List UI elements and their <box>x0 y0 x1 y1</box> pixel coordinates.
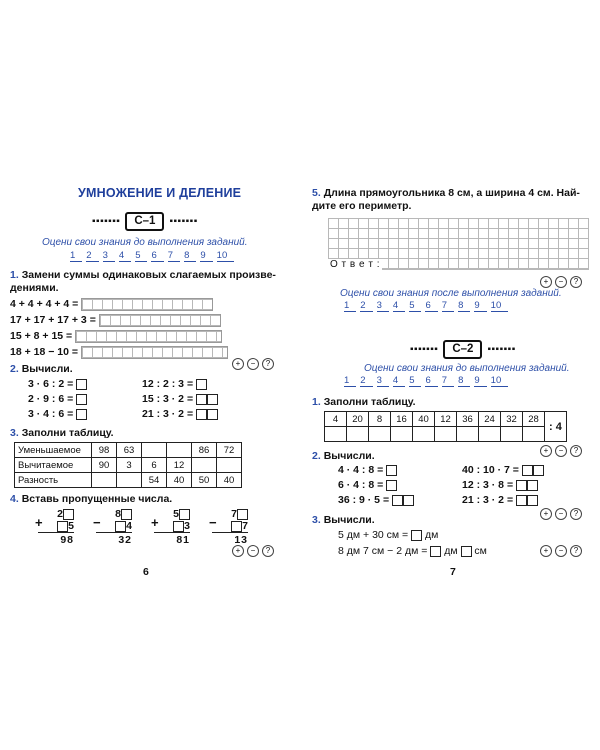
answer-cell[interactable] <box>523 427 545 442</box>
scale-mark[interactable]: 6 <box>425 375 437 387</box>
answer-box[interactable] <box>392 495 403 506</box>
operator: + <box>151 515 159 530</box>
expression-row <box>338 545 487 561</box>
plus-icon[interactable]: + <box>232 545 244 557</box>
row-label: Уменьшаемое <box>15 443 92 458</box>
table-cell[interactable] <box>192 458 217 473</box>
answer-cell[interactable] <box>435 427 457 442</box>
minus-icon[interactable]: − <box>555 276 567 288</box>
scale-mark[interactable]: 1 <box>344 375 356 387</box>
task5-number: 5. <box>312 187 321 199</box>
task1-heading <box>312 396 416 409</box>
answer-cell[interactable] <box>325 427 347 442</box>
operand-digit: 5 <box>68 520 74 532</box>
task3-heading <box>10 427 114 440</box>
table-cell[interactable] <box>92 473 117 488</box>
table-cell: 12 <box>435 412 457 427</box>
operand-digit: 7 <box>231 508 237 520</box>
table-cell: 72 <box>217 443 242 458</box>
expression-row <box>142 393 218 408</box>
scale-mark[interactable]: 2 <box>86 250 98 262</box>
stage-header <box>410 340 516 359</box>
scale-mark[interactable]: 3 <box>377 300 389 312</box>
stage-label: С–2 <box>443 340 482 359</box>
operand-row <box>96 520 132 533</box>
expression-row <box>338 529 487 545</box>
unit-label: дм <box>444 545 458 557</box>
answer-cell[interactable] <box>347 427 369 442</box>
task1-evaluation <box>540 445 582 457</box>
table-row <box>15 443 242 458</box>
answer-box[interactable] <box>57 521 68 532</box>
task3-text: Вычисли. <box>323 514 375 526</box>
answer-cell[interactable] <box>391 427 413 442</box>
answer-box[interactable] <box>196 409 207 420</box>
table-cell: 16 <box>391 412 413 427</box>
table-cell: 6 <box>142 458 167 473</box>
answer-box[interactable] <box>516 495 527 506</box>
division-table <box>324 411 567 442</box>
scale-mark[interactable]: 9 <box>200 250 212 262</box>
expression-text: 21 : 3 · 2 = <box>142 408 194 420</box>
answer-box[interactable] <box>461 546 472 557</box>
task5-text-line2: дите его периметр. <box>312 200 412 212</box>
table-row <box>325 412 567 427</box>
answer-field[interactable] <box>81 298 213 311</box>
operand-row <box>212 520 248 533</box>
scale-mark[interactable]: 4 <box>393 375 405 387</box>
minus-icon[interactable]: − <box>555 508 567 520</box>
right-page <box>302 0 600 750</box>
table-cell: 3 <box>117 458 142 473</box>
table-cell: 24 <box>479 412 501 427</box>
answer-box[interactable] <box>527 495 538 506</box>
operand-row <box>212 508 248 520</box>
task1-expressions <box>10 296 228 360</box>
column-problem <box>209 508 248 546</box>
divisor-label: : 4 <box>545 412 567 442</box>
expression-text: 12 : 2 : 3 = <box>142 378 194 390</box>
expression-row <box>462 494 544 509</box>
task3-lines <box>338 529 487 561</box>
table-cell: 28 <box>523 412 545 427</box>
answer-box[interactable] <box>121 509 132 520</box>
expression-row <box>338 479 414 494</box>
expression-text: 15 : 3 · 2 = <box>142 393 194 405</box>
table-row <box>325 427 567 442</box>
expression-text: 6 · 4 : 8 = <box>338 479 384 491</box>
scale-mark[interactable]: 1 <box>344 300 356 312</box>
scale-mark[interactable]: 6 <box>425 300 437 312</box>
expression-row <box>338 464 414 479</box>
answer-box[interactable] <box>522 465 533 476</box>
expression-text: 3 · 6 : 2 = <box>28 378 74 390</box>
section-title: УМНОЖЕНИЕ И ДЕЛЕНИЕ <box>78 186 242 200</box>
answer-label: О т в е т : <box>330 259 380 270</box>
answer-box[interactable] <box>527 480 538 491</box>
task1-heading <box>10 269 295 295</box>
table-cell: 8 <box>369 412 391 427</box>
answer-box[interactable] <box>386 480 397 491</box>
task1-number: 1. <box>312 396 321 408</box>
scale-mark[interactable]: 8 <box>458 300 470 312</box>
result: 81 <box>176 534 190 546</box>
scale-mark[interactable]: 10 <box>217 250 235 262</box>
expression-text: 5 дм + 30 см = <box>338 529 409 541</box>
task3-evaluation <box>540 545 582 557</box>
task2-col2 <box>462 464 544 509</box>
answer-box[interactable] <box>115 521 126 532</box>
table-row <box>15 458 242 473</box>
task3-text: Заполни таблицу. <box>21 427 114 439</box>
expression-text: 36 : 9 · 5 = <box>338 494 390 506</box>
task2-text: Вычисли. <box>323 450 375 462</box>
answer-box[interactable] <box>76 394 87 405</box>
assess-before-text: Оцени свои знания до выполнения заданий. <box>364 363 570 374</box>
answer-box[interactable] <box>237 509 248 520</box>
expression-text: 2 · 9 : 6 = <box>28 393 74 405</box>
answer-box[interactable] <box>179 509 190 520</box>
expression-text: 17 + 17 + 17 + 3 = <box>10 314 96 326</box>
operand-row <box>38 508 74 520</box>
table-cell: 40 <box>167 473 192 488</box>
expression-row <box>462 479 544 494</box>
unit-label: см <box>474 545 487 557</box>
row-label: Разность <box>15 473 92 488</box>
column-problem <box>35 508 74 546</box>
operand-digit: 4 <box>126 520 132 532</box>
table-cell: 50 <box>192 473 217 488</box>
task1-text-line1: Замени суммы одинаковых слагаемых произве- <box>21 269 276 281</box>
table-cell[interactable] <box>117 473 142 488</box>
table-cell: 32 <box>501 412 523 427</box>
expression-row <box>28 378 87 393</box>
scale-mark[interactable]: 2 <box>360 300 372 312</box>
expression-text: 4 · 4 : 8 = <box>338 464 384 476</box>
scale-mark[interactable]: 3 <box>103 250 115 262</box>
task4-evaluation <box>232 545 274 557</box>
operand-row <box>96 508 132 520</box>
task5-evaluation <box>540 276 582 288</box>
answer-box[interactable] <box>411 530 422 541</box>
answer-field[interactable] <box>75 330 222 343</box>
operand-digit: 8 <box>115 508 121 520</box>
answer-box[interactable] <box>533 465 544 476</box>
task3-number: 3. <box>10 427 19 439</box>
scale-mark[interactable]: 5 <box>135 250 147 262</box>
expression-row <box>28 393 87 408</box>
self-assessment-scale[interactable] <box>70 250 238 262</box>
task4-number: 4. <box>10 493 19 505</box>
task2-evaluation <box>540 508 582 520</box>
assess-after-text: Оцени свои знания после выполнения заданий. <box>340 288 562 299</box>
scale-mark[interactable]: 9 <box>474 375 486 387</box>
scale-mark[interactable]: 8 <box>184 250 196 262</box>
dots-right: ▪▪▪▪▪▪▪ <box>169 216 198 227</box>
dots-left: ▪▪▪▪▪▪▪ <box>410 344 439 355</box>
plus-icon[interactable]: + <box>540 508 552 520</box>
task4-heading <box>10 493 172 506</box>
expression-text: 8 дм 7 см − 2 дм = <box>338 545 428 557</box>
row-label: Вычитаемое <box>15 458 92 473</box>
expression-text: 15 + 8 + 15 = <box>10 330 73 342</box>
task2-number: 2. <box>10 363 19 375</box>
table-cell: 36 <box>457 412 479 427</box>
column-problem <box>93 508 132 546</box>
task1-text: Заполни таблицу. <box>323 396 416 408</box>
minus-icon[interactable]: − <box>555 445 567 457</box>
operand-digit: 2 <box>57 508 63 520</box>
scale-mark[interactable]: 4 <box>393 300 405 312</box>
task5-text-line1: Длина прямоугольника 8 см, а ширина 4 см. Най- <box>323 187 580 199</box>
task3-number: 3. <box>312 514 321 526</box>
expression-row <box>338 494 414 509</box>
task1-number: 1. <box>10 269 19 281</box>
scale-mark[interactable]: 4 <box>119 250 131 262</box>
answer-box[interactable] <box>516 480 527 491</box>
scale-mark[interactable]: 5 <box>409 375 421 387</box>
question-icon[interactable]: ? <box>570 545 582 557</box>
page-number: 7 <box>450 566 456 578</box>
table-cell: 4 <box>325 412 347 427</box>
task4-text: Вставь пропущенные числа. <box>21 493 173 505</box>
table-cell[interactable] <box>167 443 192 458</box>
answer-cell[interactable] <box>413 427 435 442</box>
expression-text: 3 · 4 : 6 = <box>28 408 74 420</box>
table-cell: 12 <box>167 458 192 473</box>
question-icon[interactable]: ? <box>570 276 582 288</box>
expression-text: 21 : 3 · 2 = <box>462 494 514 506</box>
scale-mark[interactable]: 6 <box>151 250 163 262</box>
expression-row <box>142 378 218 393</box>
column-problem <box>151 508 190 546</box>
scale-mark[interactable]: 10 <box>491 375 509 387</box>
table-cell[interactable] <box>217 458 242 473</box>
stage-label: С–1 <box>125 212 164 231</box>
operand-digit: 3 <box>184 520 190 532</box>
operand-digit: 7 <box>242 520 248 532</box>
scale-mark[interactable]: 7 <box>168 250 180 262</box>
expression-row <box>10 328 228 344</box>
answer-box[interactable] <box>386 465 397 476</box>
scale-mark[interactable]: 5 <box>409 300 421 312</box>
scale-mark[interactable]: 1 <box>70 250 82 262</box>
scale-mark[interactable]: 10 <box>491 300 509 312</box>
task1-text-line2: дениями. <box>10 282 59 294</box>
table-cell: 86 <box>192 443 217 458</box>
scale-mark[interactable]: 2 <box>360 375 372 387</box>
self-assessment-scale[interactable] <box>344 375 512 387</box>
table-cell: 40 <box>413 412 435 427</box>
scale-mark[interactable]: 9 <box>474 300 486 312</box>
answer-box[interactable] <box>76 409 87 420</box>
expression-row <box>28 408 87 423</box>
task2-number: 2. <box>312 450 321 462</box>
minus-icon[interactable]: − <box>247 358 259 370</box>
table-cell: 90 <box>92 458 117 473</box>
table-cell: 63 <box>117 443 142 458</box>
expression-row <box>462 464 544 479</box>
dots-left: ▪▪▪▪▪▪▪ <box>92 216 121 227</box>
question-icon[interactable]: ? <box>570 445 582 457</box>
scale-mark[interactable]: 8 <box>458 375 470 387</box>
answer-cell[interactable] <box>479 427 501 442</box>
minus-icon[interactable]: − <box>555 545 567 557</box>
answer-box[interactable] <box>63 509 74 520</box>
plus-icon[interactable]: + <box>540 276 552 288</box>
task2-heading <box>10 363 73 376</box>
answer-box[interactable] <box>196 394 207 405</box>
question-icon[interactable]: ? <box>262 358 274 370</box>
expression-text: 40 : 10 · 7 = <box>462 464 519 476</box>
plus-icon[interactable]: + <box>540 445 552 457</box>
answer-box[interactable] <box>231 521 242 532</box>
task2-text: Вычисли. <box>21 363 73 375</box>
answer-field[interactable] <box>81 346 228 359</box>
expression-text: 4 + 4 + 4 + 4 = <box>10 298 79 310</box>
unit-label: дм <box>425 529 439 541</box>
result: 32 <box>118 534 132 546</box>
operator: + <box>35 515 43 530</box>
table-cell: 40 <box>217 473 242 488</box>
table-row <box>15 473 242 488</box>
operand-row <box>154 520 190 533</box>
result: 13 <box>234 534 248 546</box>
answer-field[interactable] <box>99 314 221 327</box>
expression-row <box>10 344 228 360</box>
left-page <box>0 0 298 750</box>
expression-row <box>142 408 218 423</box>
answer-box[interactable] <box>76 379 87 390</box>
result: 98 <box>60 534 74 546</box>
dots-right: ▪▪▪▪▪▪▪ <box>487 344 516 355</box>
answer-box[interactable] <box>430 546 441 557</box>
table-cell: 20 <box>347 412 369 427</box>
answer-cell[interactable] <box>369 427 391 442</box>
answer-box[interactable] <box>196 379 207 390</box>
operand-digit: 5 <box>173 508 179 520</box>
scale-mark[interactable]: 7 <box>442 300 454 312</box>
plus-icon[interactable]: + <box>540 545 552 557</box>
answer-box[interactable] <box>173 521 184 532</box>
subtraction-table <box>14 442 242 488</box>
self-assessment-scale[interactable] <box>344 300 512 312</box>
assess-before-text: Оцени свои знания до выполнения заданий. <box>42 237 248 248</box>
task1-evaluation <box>232 358 274 370</box>
stage-header <box>92 212 198 231</box>
task5-heading <box>312 187 597 213</box>
question-icon[interactable]: ? <box>570 508 582 520</box>
task2-col1 <box>28 378 87 423</box>
answer-cell[interactable] <box>501 427 523 442</box>
task2-heading <box>312 450 375 463</box>
expression-row <box>10 296 228 312</box>
expression-text: 12 : 3 · 8 = <box>462 479 514 491</box>
answer-box[interactable] <box>207 394 218 405</box>
expression-text: 18 + 18 − 10 = <box>10 346 79 358</box>
operator: − <box>93 515 101 530</box>
expression-row <box>10 312 228 328</box>
table-cell: 54 <box>142 473 167 488</box>
operator: − <box>209 515 217 530</box>
task2-col2 <box>142 378 218 423</box>
answer-box[interactable] <box>403 495 414 506</box>
minus-icon[interactable]: − <box>247 545 259 557</box>
operand-row <box>154 508 190 520</box>
scale-mark[interactable]: 3 <box>377 375 389 387</box>
plus-icon[interactable]: + <box>232 358 244 370</box>
operand-row <box>38 520 74 533</box>
scale-mark[interactable]: 7 <box>442 375 454 387</box>
page-number: 6 <box>143 566 149 578</box>
task3-heading <box>312 514 375 527</box>
table-cell: 98 <box>92 443 117 458</box>
answer-box[interactable] <box>207 409 218 420</box>
question-icon[interactable]: ? <box>262 545 274 557</box>
table-cell[interactable] <box>142 443 167 458</box>
task2-col1 <box>338 464 414 509</box>
answer-cell[interactable] <box>457 427 479 442</box>
